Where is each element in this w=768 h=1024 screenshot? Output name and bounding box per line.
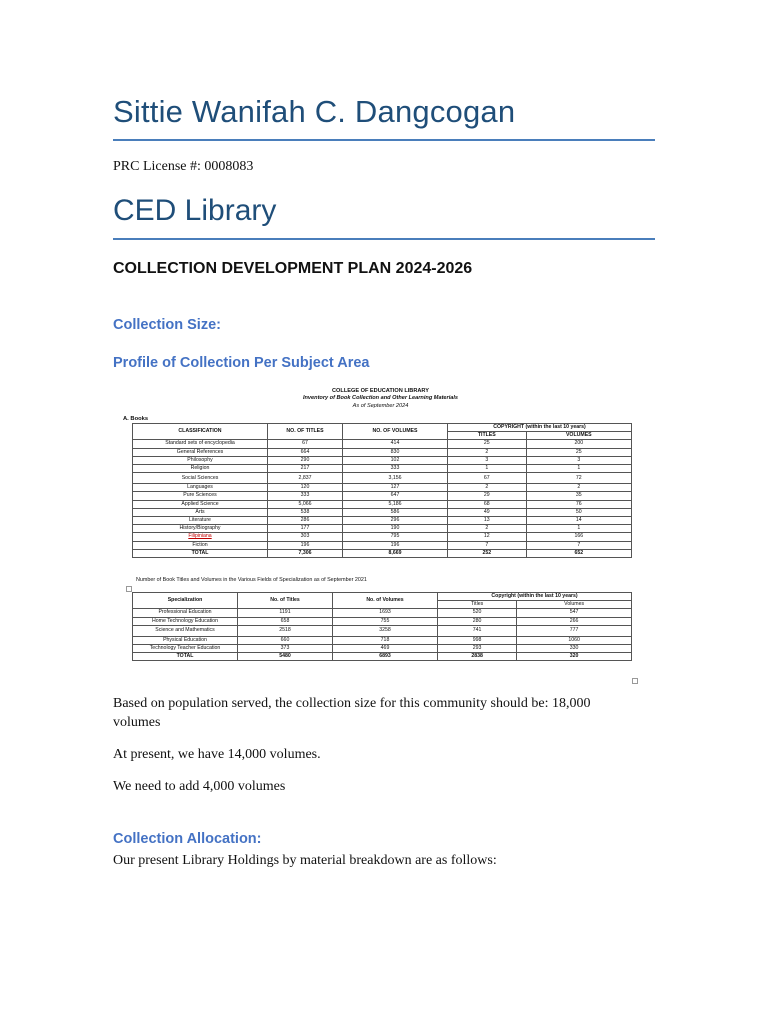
cell: General References [133,448,268,456]
col-header: NO. OF TITLES [268,424,343,440]
license-number: PRC License #: 0008083 [113,159,254,174]
cell: 303 [268,533,343,541]
cell: 586 [343,508,448,516]
table-row [133,440,632,448]
image-caption [123,388,638,410]
col-header: COPYRIGHT (within the last 10 years) [448,424,632,432]
col-header: CLASSIFICATION [133,424,268,440]
cell: 547 [517,609,632,617]
table-row [133,525,632,533]
cell: 67 [448,473,527,484]
cell: 1 [526,465,631,473]
cell: 72 [526,473,631,484]
table-total-row [133,549,632,557]
cell: Pure Sciences [133,492,268,500]
cell: 76 [526,500,631,508]
table-total-row [133,653,632,661]
author-name: Sittie Wanifah C. Dangcogan [113,94,516,129]
cell: 1693 [333,609,438,617]
cell: 14 [526,517,631,525]
cell: 5,186 [343,500,448,508]
cell: 3 [526,456,631,464]
section-profile: Profile of Collection Per Subject Area [113,355,370,371]
cell: TOTAL [133,549,268,557]
cell: 50 [526,508,631,516]
cell: 68 [448,500,527,508]
cell: 1060 [517,636,632,644]
cell: 13 [448,517,527,525]
col-subheader: Volumes [517,601,632,609]
cell: 217 [268,465,343,473]
cell: 12 [448,533,527,541]
organization-title: CED Library [113,194,277,227]
cell: Applied Science [133,500,268,508]
cell: 7 [448,541,527,549]
table-row [133,484,632,492]
cell: 286 [268,517,343,525]
table-row [133,508,632,516]
cell: 333 [268,492,343,500]
cell: Filipiniana [133,533,268,541]
cell: TOTAL [133,653,238,661]
cell: 741 [438,625,517,636]
divider [113,139,655,141]
cell: 330 [517,645,632,653]
table-row [133,533,632,541]
divider [113,238,655,240]
cell: 196 [268,541,343,549]
cell: 664 [268,448,343,456]
table-row [133,625,632,636]
cell: 3 [448,456,527,464]
cell: 29 [448,492,527,500]
cell: 35 [526,492,631,500]
cell: 49 [448,508,527,516]
table-header-row [133,424,632,432]
cell: 7 [526,541,631,549]
cell: 5480 [238,653,333,661]
cell: 200 [526,440,631,448]
table-move-handle-icon[interactable] [126,586,132,592]
specialization-table [132,592,632,661]
cell: 1 [448,465,527,473]
plan-title: COLLECTION DEVELOPMENT PLAN 2024-2026 [113,260,473,277]
cell: 2 [448,484,527,492]
cell: 25 [448,440,527,448]
cell: Fiction [133,541,268,549]
cell: Standard sets of encyclopedia [133,440,268,448]
caption-line-1: COLLEGE OF EDUCATION LIBRARY [332,388,429,394]
cell: 2 [448,448,527,456]
cell: 658 [238,617,333,625]
table-row [133,541,632,549]
cell: Philosophy [133,456,268,464]
table-header-row [133,593,632,601]
cell: 102 [343,456,448,464]
cell: Social Sciences [133,473,268,484]
cell: 127 [343,484,448,492]
cell: 2 [448,525,527,533]
cell: 647 [343,492,448,500]
col-header: No. of Volumes [333,593,438,609]
paragraph-population: Based on population served, the collection size for this community should be: 18,000 volumes [113,696,591,730]
cell: 1191 [238,609,333,617]
table-row [133,473,632,484]
cell: 280 [438,617,517,625]
specialization-caption: Number of Book Titles and Volumes in the Various Fields of Specialization as of September 2021 [136,577,367,583]
cell: 6893 [333,653,438,661]
table-row [133,465,632,473]
cell: 2838 [438,653,517,661]
cell: 718 [333,636,438,644]
cell: Arts [133,508,268,516]
caption-line-2: Inventory of Book Collection and Other Learning Materials [302,395,459,402]
table-row [133,636,632,644]
cell: 3,156 [343,473,448,484]
books-label: A. Books [123,416,149,422]
cell: 660 [238,636,333,644]
cell: 252 [448,549,527,557]
table-row [133,448,632,456]
cell: 520 [438,609,517,617]
cell: 333 [343,465,448,473]
cell: Professional Education [133,609,238,617]
section-collection-allocation: Collection Allocation: [113,831,262,847]
cell: 2518 [238,625,333,636]
col-header: Copyright (within the last 10 years) [438,593,632,601]
table-row [133,500,632,508]
cell: 320 [517,653,632,661]
table-row [133,645,632,653]
cell: 777 [517,625,632,636]
cell: 2,837 [268,473,343,484]
paragraph-present: At present, we have 14,000 volumes. [113,747,321,762]
cell: 414 [343,440,448,448]
table-row [133,517,632,525]
cell: 652 [526,549,631,557]
cell: 373 [238,645,333,653]
cell: 795 [343,533,448,541]
cell: 290 [268,456,343,464]
col-subheader: Titles [438,601,517,609]
cell: Religion [133,465,268,473]
cell: 8,669 [343,549,448,557]
col-header: No. of Titles [238,593,333,609]
books-inventory-table [132,423,632,558]
paragraph-holdings: Our present Library Holdings by material breakdown are as follows: [113,853,497,868]
inventory-image [123,388,638,688]
cell: 190 [343,525,448,533]
cell: 196 [343,541,448,549]
cell: Physical Education [133,636,238,644]
cell: 266 [517,617,632,625]
cell: 25 [526,448,631,456]
table-row [133,617,632,625]
cell: 177 [268,525,343,533]
table-row [133,456,632,464]
cell: Languages [133,484,268,492]
cell: 3258 [333,625,438,636]
cell: 120 [268,484,343,492]
col-header: NO. OF VOLUMES [343,424,448,440]
col-header: Specialization [133,593,238,609]
cell: 7,306 [268,549,343,557]
cell: Technology Teacher Education [133,645,238,653]
cell: 166 [526,533,631,541]
caption-line-3: As of September 2024 [352,402,409,409]
cell: 469 [333,645,438,653]
cell: 2 [526,484,631,492]
cell: 998 [438,636,517,644]
cell: 830 [343,448,448,456]
table-row [133,609,632,617]
section-collection-size: Collection Size: [113,317,221,333]
cell: 5,066 [268,500,343,508]
cell: 67 [268,440,343,448]
table-row [133,492,632,500]
cell: Home Technology Education [133,617,238,625]
col-subheader: VOLUMES [526,432,631,440]
col-subheader: TITLES [448,432,527,440]
paragraph-need: We need to add 4,000 volumes [113,779,286,794]
cell: 1 [526,525,631,533]
cell: Science and Mathematics [133,625,238,636]
cell: 296 [343,517,448,525]
table-resize-handle-icon[interactable] [632,678,638,684]
cell: Literature [133,517,268,525]
cell: 755 [333,617,438,625]
cell: 538 [268,508,343,516]
cell: History/Biography [133,525,268,533]
cell: 293 [438,645,517,653]
